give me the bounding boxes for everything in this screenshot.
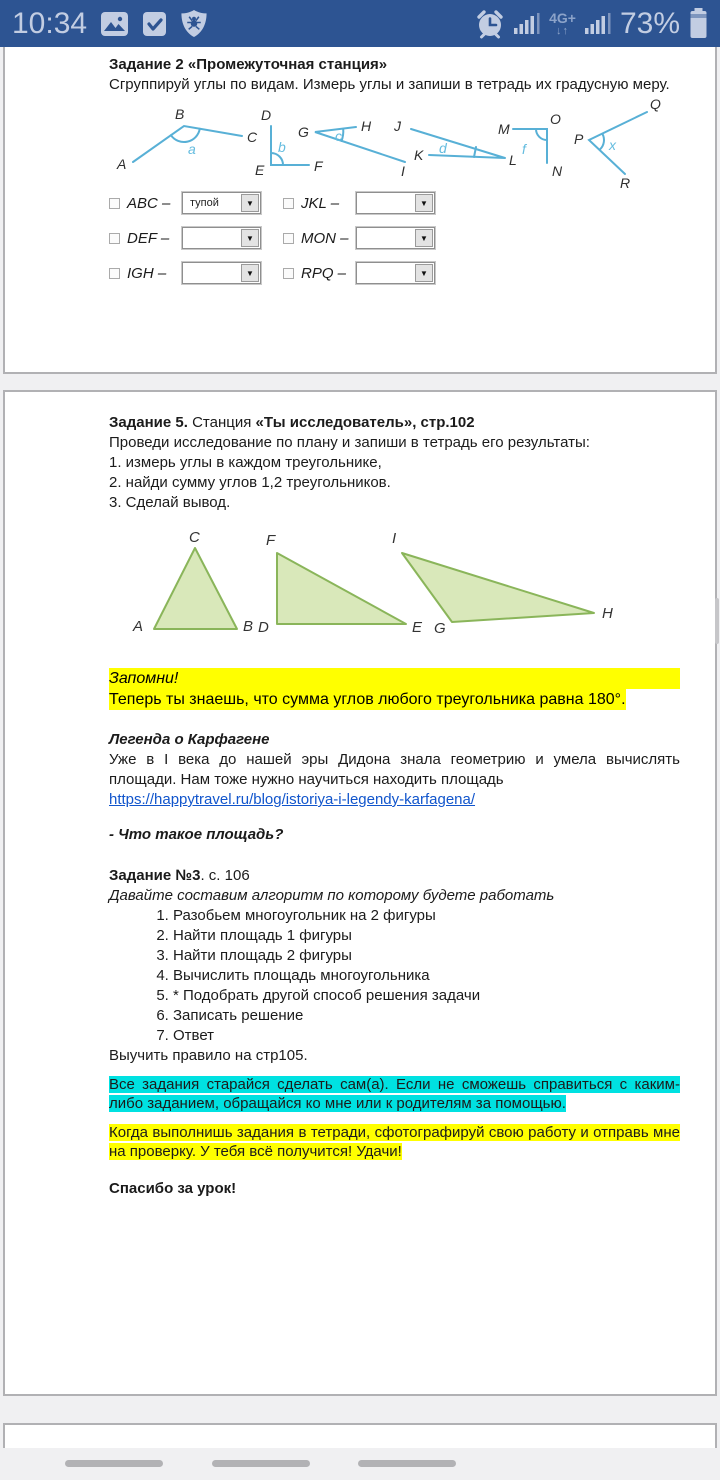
answer-row-jkl [283, 192, 435, 214]
dropdown-value [357, 228, 414, 248]
dropdown-value [183, 263, 240, 283]
legend-title: Легенда о Карфагене [109, 731, 270, 748]
angle-type-dropdown[interactable] [356, 262, 435, 284]
scrollbar-thumb[interactable] [715, 598, 719, 644]
dropdown-value [183, 228, 240, 248]
triangle-vertex-label: C [189, 529, 200, 546]
gallery-icon [100, 11, 129, 37]
vertex-label: A [117, 156, 127, 172]
vertex-label: I [401, 163, 405, 179]
answer-checkbox[interactable] [109, 268, 120, 279]
answer-checkbox[interactable] [109, 198, 120, 209]
triangle-vertex-label: I [392, 530, 397, 547]
signal-icon [585, 11, 611, 36]
vertex-label: M [498, 121, 510, 137]
reminder-title: Запомни! [109, 668, 680, 689]
vertex-label: F [314, 158, 323, 174]
task-check-icon [142, 11, 167, 37]
dropdown-value [357, 193, 414, 213]
vertex-label: P [574, 131, 584, 147]
external-link[interactable]: https://happytravel.ru/blog/istoriya-i-legendy-karfagena/ [109, 791, 476, 808]
battery-percent: 73% [619, 6, 680, 40]
angle-type-dropdown[interactable] [182, 192, 261, 214]
answer-row-abc [109, 192, 283, 214]
answer-row-igh [109, 262, 283, 284]
dropdown-arrow-icon[interactable]: ▼ [241, 264, 259, 282]
angle-letter: d [439, 140, 447, 156]
algorithm-list [109, 906, 680, 1046]
algorithm-step: 7. Ответ [173, 1026, 680, 1046]
triangles-figure [109, 525, 691, 647]
vertex-label: N [552, 163, 563, 179]
angle-letter: b [278, 139, 286, 155]
vertex-label: E [255, 162, 265, 178]
area-question: - Что такое площадь? [109, 826, 284, 843]
answer-row-mon [283, 227, 435, 249]
vertex-label: J [394, 118, 401, 134]
vertex-label: O [550, 111, 561, 127]
vertex-label: L [509, 152, 517, 168]
vertex-label: K [414, 147, 424, 163]
algorithm-step: 2. Найти площадь 1 фигуры [173, 926, 680, 946]
dropdown-arrow-icon[interactable]: ▼ [241, 194, 259, 212]
nav-pill-button[interactable] [65, 1460, 163, 1467]
page-gap [0, 1396, 720, 1423]
task5-intro: Проведи исследование по плану и запиши в тетрадь его результаты: [109, 434, 590, 451]
angles-figure [109, 96, 671, 188]
angle-name-label: JKL – [301, 194, 340, 212]
angle-letter: f [522, 141, 526, 157]
document-page-1 [3, 47, 717, 374]
dropdown-value [357, 263, 414, 283]
legend-link-line [109, 790, 680, 810]
vertex-label: H [361, 118, 372, 134]
triangle-vertex-label: G [434, 620, 446, 637]
advice-yellow [109, 1123, 680, 1161]
vertex-label: Q [650, 96, 661, 112]
angle-type-dropdown[interactable] [182, 262, 261, 284]
nav-pill-button[interactable] [358, 1460, 456, 1467]
angle-letter: a [188, 141, 196, 157]
triangle-vertex-label: E [412, 619, 423, 636]
triangle-vertex-label: F [266, 532, 276, 549]
angle-letter: x [609, 137, 616, 153]
status-bar [0, 0, 720, 47]
vertex-label: C [247, 129, 258, 145]
answer-checkbox[interactable] [109, 233, 120, 244]
signal-icon [514, 11, 540, 36]
angle-name-label: RPQ – [301, 264, 347, 282]
dropdown-arrow-icon[interactable]: ▼ [415, 229, 433, 247]
antivirus-shield-icon [180, 9, 208, 38]
triangle-vertex-label: H [602, 605, 613, 622]
cyan-highlight: Все задания старайся сделать сам(а). Если не сможешь справиться с каким-либо заданием, обращайся ко мне или к родителям за помощью. [109, 1076, 680, 1112]
data-arrows-icon: ↓↑ [556, 24, 570, 37]
dropdown-arrow-icon[interactable]: ▼ [241, 229, 259, 247]
network-type-indicator [549, 11, 576, 37]
angle-name-label: DEF – [127, 229, 170, 247]
angle-type-dropdown[interactable] [356, 227, 435, 249]
algorithm-step: 1. Разобьем многоугольник на 2 фигуры [173, 906, 680, 926]
dropdown-arrow-icon[interactable]: ▼ [415, 194, 433, 212]
task5-step: 2. найди сумму углов 1,2 треугольников. [109, 474, 391, 491]
task2-title: Задание 2 «Промежуточная станция» [109, 56, 388, 73]
battery-icon [689, 8, 708, 39]
vertex-labels [116, 96, 661, 188]
task3-title: Задание №3. с. 106 [109, 867, 250, 884]
clock-time: 10:34 [12, 6, 88, 40]
reminder-text: Теперь ты знаешь, что сумма углов любого треугольника равна 180°. [109, 691, 626, 708]
answers-grid [109, 192, 680, 284]
algorithm-step: 6. Записать решение [173, 1006, 680, 1026]
nav-pill-button[interactable] [212, 1460, 310, 1467]
task3-after: Выучить правило на стр105. [109, 1047, 308, 1064]
angle-type-dropdown[interactable] [182, 227, 261, 249]
task2-instruction: Сгруппируй углы по видам. Измерь углы и запиши в тетрадь их градусную меру. [109, 76, 670, 93]
vertex-label: D [261, 107, 272, 123]
alarm-clock-icon [475, 9, 505, 39]
answer-checkbox[interactable] [283, 233, 294, 244]
algorithm-step: 3. Найти площадь 2 фигуры [173, 946, 680, 966]
triangle-vertex-label: D [258, 619, 269, 636]
reminder-block [109, 668, 680, 710]
triangle-vertex-label: B [243, 618, 254, 635]
vertex-label: B [175, 106, 185, 122]
task5-step: 1. измерь углы в каждом треугольнике, [109, 454, 382, 471]
network-label: 4G+ [549, 9, 576, 26]
angle-letter: c [335, 128, 342, 144]
task3-subtitle: Давайте составим алгоритм по которому будете работать [109, 887, 555, 904]
answer-checkbox[interactable] [283, 268, 294, 279]
angle-type-dropdown[interactable] [356, 192, 435, 214]
dropdown-arrow-icon[interactable]: ▼ [415, 264, 433, 282]
vertex-label: R [620, 175, 631, 188]
document-page-2 [3, 390, 717, 1396]
legend-text: Уже в I века до нашей эры Дидона знала геометрию и умела вычислять площади. Нам тоже нужно научиться находить площадь [109, 751, 680, 788]
page-gap [0, 374, 720, 390]
answer-row-rpq [283, 262, 435, 284]
document-page-3 [3, 1423, 717, 1448]
task5-step: 3. Сделай вывод. [109, 494, 231, 511]
yellow-highlight: Когда выполнишь задания в тетради, сфотографируй свою работу и отправь мне на проверку. У тебя всё получится! Удачи! [109, 1124, 680, 1160]
algorithm-step: 4. Вычислить площадь многоугольника [173, 966, 680, 986]
vertex-label: G [298, 124, 309, 140]
angle-name-label: ABC – [127, 194, 171, 212]
task5-title: Задание 5. Станция «Ты исследователь», стр.102 [109, 414, 475, 431]
angle-name-label: MON – [301, 229, 349, 247]
android-nav-bar [0, 1448, 720, 1480]
advice-cyan [109, 1075, 680, 1113]
answer-row-def [109, 227, 283, 249]
dropdown-value: тупой [190, 197, 219, 209]
algorithm-step: 5. * Подобрать другой способ решения задачи [173, 986, 680, 1006]
triangle-vertex-label: A [133, 618, 144, 635]
answer-checkbox[interactable] [283, 198, 294, 209]
angle-name-label: IGH – [127, 264, 167, 282]
thanks-line: Спасибо за урок! [109, 1180, 237, 1197]
